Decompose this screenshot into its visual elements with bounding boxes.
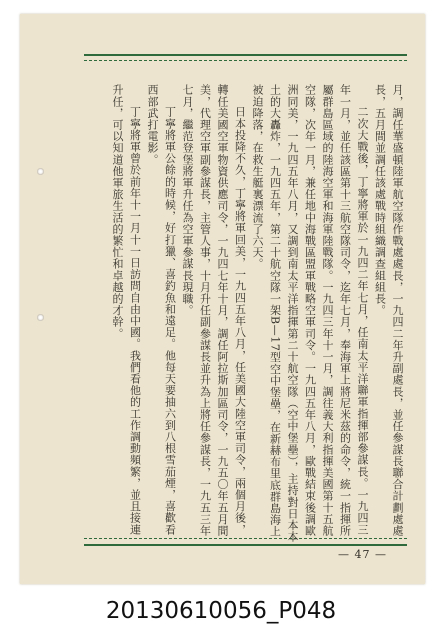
paragraph-5: 丁寧將軍曾於前年十一月十一日訪問自由中國。我們看他的工作調動頻繁，並且接連升任，可以知道他軍旅生活的繁忙和卓越的才幹。 [111,84,142,536]
paragraph-4: 丁寧將軍公餘的時候，好打獵、喜釣魚和遠足。他每天要抽六到八根雪茄煙，喜歡看西部武打電影。 [146,84,177,536]
top-border-dashed-rule [84,60,407,61]
paragraph-1: 月，調任華盛頓陸軍航空隊作戰處處長，一九四二年升副處長，並任參謀長聯合計劃處處長，五月間並調任該處戰時組織調查組組長。 [373,84,404,537]
paragraph-3: 日本投降不久，丁寧將軍回美，一九四五年八月，任美國大陸空軍司令，兩個月後，轉任美國空軍物資供應司令，一九四七年十月，調任阿拉斯加區司令，一九五〇年五月間美，代理空軍副參謀長，主管人事，十月升任副參謀長並升為上將任參謀長，一九五三年七月，繼范登堡將軍升任為空軍參謀長現職。 [181,84,247,537]
page-number: — 47 — [338,548,387,561]
catalog-caption: 20130610056_P048 [105,598,337,624]
paragraph-2: 二次大戰後，丁寧將軍於一九四二年七月，任南太平洋聯軍指揮部參謀長。一九四三年一月，並任該區第十三航空隊司令，迄年七月，奉海軍上將尼米茲的命令，統一指揮所屬群島區域的陸海空軍和海軍陸戰隊。一九四三年十一月，調往義大利指揮美國第十五航空隊，次年一月，兼任地中海戰區盟軍戰略空軍司令。一九四五年八月，歐戰結束後調歐洲同美，一九四五年八月，又調到南太平洋指揮第二十航空隊（空中堡壘），主持對日本本土的大轟炸，一九四五年，第二十航空隊一架B—17型空中堡壘，在新赫布里底群島海上被迫降落，在救生艇裏漂流了六天。 [251,84,369,543]
top-border-rule [84,54,407,56]
document-page [20,14,425,584]
binding-hole-bottom [37,314,44,321]
bottom-border-rule [84,544,407,546]
binding-hole-top [37,168,44,175]
vertical-text-body [86,84,406,544]
